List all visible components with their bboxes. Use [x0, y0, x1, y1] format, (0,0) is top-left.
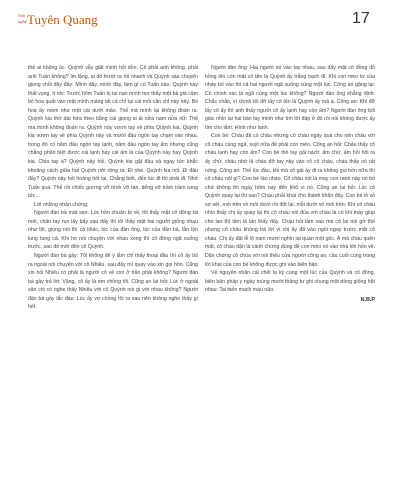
paragraph: Con bé: Cháu đã có cháu nhưng cô cháu ngày quá cho nên cháu với cô cháu cùng ngã, suýt nữa đè phải con mèo. Công an hỏi: Cháu thấy cô cháu lạnh hay còn ấm? Con bé thò tay gãi nách: ấm chứ, ấm hôi hổi ra ấy chứ, cháu nhớ là cháu đỡ tay này vào cổ cô cháu, cháu thấy nó rất nóng. Công an: Thế lúc đầu, khi mà cô gái ấy đi ra không gọi hồn nữa thì cô cháu nói gì? Con bé láo nháo: Cô cháu nói là may con ranh này nó bỏ chứ không thì ngày hôm nay đến khổ vì nó. Công an lại hỏi: Lúc cô Quỳnh quay lại thì sao? Cháu phải khai cho thành khẩn đấy. Con bé lỏ vỏ sợ sệt, mỏi trên vò môi dưới rồi đột lại, mỗi dưới vò môi trên: Khi cô cháu nhìn thấy chị ấy quay lại thì cô cháu nói đúa với cháu là có khi máy giúp cho lao thì tiền là lấn thấy đấy. Cháu hỏi làm sao mà cô lại nói gở thế nhưng cô cháu không trả lời vì chị ấy đã vào ngồi ngay trước mặt cô cháu. Chị ấy đặt lễ lộ nam mươi nghìn lại quán một góc. À mà cháu quên mất, cô cháu dặn là cảnh chứng đúng để con mèo nó vào nhà khi hồn về. Dặn chứng cô chúa với nói thêu cửa người công an, cầu cuối cùng trong lời khai của con bé không được ghi vào biên bản. — [205, 133, 375, 268]
logo-title: Tuyên Quang — [27, 12, 98, 27]
logo-small-text-2: nghệ — [18, 19, 27, 24]
right-column — [205, 64, 375, 304]
left-column — [28, 64, 198, 312]
paragraph: Người đàn bà gầy: Tôi không để ý lắm chỉ thấy thoại đầu thì cô ấy bồ ra ngoài nói chuyện với cô Nhiêu, sau đấy mí quay vào xin gọi hồn. Cũng xin hỏi Nhiêu có phải là người có về con ở trần phải không? Người đàn bà gầy trả lời: Vâng, cô ấy là em chồng tôi. Cũng an lại hỏi: Lúc ở ngoài sân chị có nghe thấy Nhiêu với cô Quỳnh nói gì với nhau không? Người đàn bà gầy lắc đầu: Lúc ấy vợ chồng tôi ra sau nên không nghe thấy gì hết. — [28, 253, 198, 311]
page-number: 17 — [352, 10, 370, 27]
page-header — [0, 0, 402, 36]
paragraph: Người đàn bà mát sẹo: Lúc hồn chuẩn bị về, tôi thấy mặt cô đông tái mét, chân tay run lẩy bẩy sau đấy thì tôi thấy mặt hai người giống nhau như lột, giọng nói thì cả khác, lúc của đàn ông, lúc của đàn bà, lẫn lộn lung tung cả. Khi ho nói chuyện với nhau xong thì cô đồng ngã xuống trước, sau đó mới đến cô Quỳnh. — [28, 210, 198, 251]
paragraph: Người đàn ông: Hai người nó vào tay nhau, sau đấy mặt cô đồng đỏ hồng lên còn mặt cô tên là Quỳnh ấy trắng bạch đi. Khi con mèo từ của nhảy bổ vào thì cả hai người ngã xuống cùng một lúc. Công an gặng lại: Có chính xác là ngã cùng một lúc không? Người đàn ông khẳng định: Chắc chắn, vì chính tôi đỡ lấy cô tên là Quỳnh ấy mà ạ. Công an: Khi đỡ lấy cô ấy thì anh thấy người cô ấy lạnh hay còn ấm? Người đàn ông bối giác nhìn lại hai bàn tay mình như tìm lời đáp ở đó rồi nói không được ấy tìm cho lắm: Hình như lạnh. — [205, 65, 375, 131]
logo-small-text: Văn — [18, 13, 26, 18]
author-signature: N.B.P — [360, 296, 375, 303]
section-heading: Lời những nhân chứng: — [34, 201, 89, 208]
paragraph: thế ai không úc. Quỳnh vẫy giật mình hỏi dồn: Cô phải anh không, phải anh Tuấn không? Im lặng, ai đó trượt ra rồi nhanh và Quỳnh sàa chuyển giọng chỗi đây đấy: Mình đây, mình đây, làm gì có Tuấn nào. Quỳnh nay thất vọng, ít nhi: Trước hôm Tuấn bị tai nạn mình mơ thấy một bà già cầm bó hoa quất vào mặt mình mảng tất cả chỉ tại cái môi cân chỉ này này. Bó hoa ấy mềm như một cái dưới mảo. Thế mà mình lại không đoán ra. Quỳnh kia thở dài hứa theo bằng cái giọng si ái nửa nam nửa nữ: Thế mà mình không đoán ra. Quỳnh này vươn tay về phía Quỳnh kia, Quỳnh kia vươn tay về phía Quỳnh này và mười đầu ngón tay chạm vào nhau, trong đó có năm đầu ngón tay lạnh, năm đầu ngón tay ấm nhưng cũng chẳng phân biệt được cái lạnh hay cái ấm là của Quỳnh này hay Quỳnh kia. Chia tay à? Quỳnh này hỏi, Quỳnh kia gật đầu và ngay tức khắc khoảng cách giữa hai Quỳnh nới rộng ra. Đi nhé. Quỳnh kia nói. Đi đâu đấy? Quỳnh này hỏi hoảng hốt lại. Chẳng biết, đến lúc đi thì phải đi. Nhớ Tuấn quá. Thế rồi chiếc gương vỡ hình vỡ tan, tiếng vỡ trầm trầm tưng tức... — [28, 65, 198, 200]
paragraph: Về nguyên nhân cái chết lạ kỳ cùng một lúc của Quỳnh và cô đồng, biên bản pháp y ngày mùng mười tháng tư ghi chung một dòng giống hệt nhau: Tai biến mạch máu não. — [205, 270, 375, 294]
